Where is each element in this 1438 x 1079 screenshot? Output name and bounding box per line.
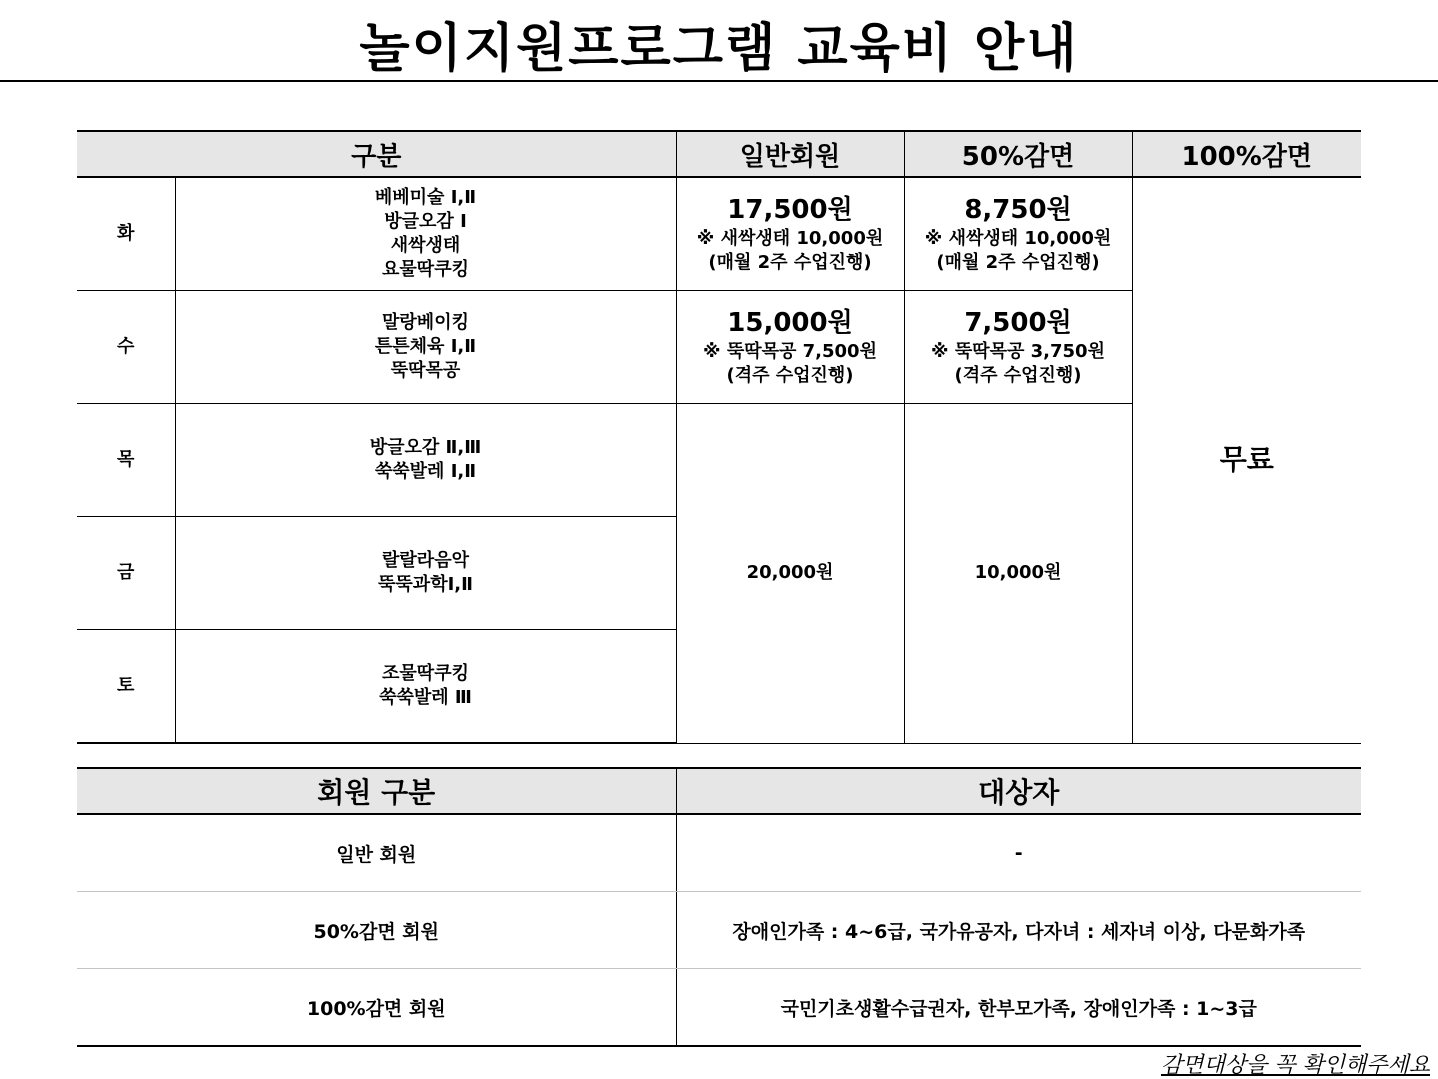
price-general bbox=[676, 291, 904, 404]
table-row bbox=[77, 969, 1361, 1047]
price-note: (매월 2주 수업진행) bbox=[708, 252, 872, 273]
price-amount: 7,500원 bbox=[964, 308, 1072, 338]
day-label: 목 bbox=[77, 404, 175, 517]
program-name: 새싹생태 bbox=[390, 235, 461, 256]
fee-table-header bbox=[77, 131, 1361, 177]
title-divider bbox=[0, 80, 1438, 82]
price-half-merged: 10,000원 bbox=[904, 404, 1132, 744]
price-general-merged: 20,000원 bbox=[676, 404, 904, 744]
program-name: 방글오감 Ⅰ bbox=[384, 211, 467, 232]
page-title: 놀이지원프로그램 교육비 안내 bbox=[359, 19, 1079, 79]
member-target: 장애인가족 : 4~6급, 국가유공자, 다자녀 : 세자녀 이상, 다문화가족 bbox=[676, 892, 1361, 969]
header-target: 대상자 bbox=[676, 768, 1361, 814]
program-list bbox=[175, 404, 676, 517]
program-name: 베베미술 Ⅰ,Ⅱ bbox=[374, 187, 477, 208]
member-target: - bbox=[676, 814, 1361, 892]
price-general bbox=[676, 177, 904, 291]
program-name: 뚝딱목공 bbox=[390, 360, 461, 381]
price-note: ※ 뚝딱목공 3,750원 bbox=[931, 341, 1105, 362]
price-half bbox=[904, 291, 1132, 404]
header-category: 구분 bbox=[77, 131, 676, 177]
member-type: 100%감면 회원 bbox=[77, 969, 676, 1047]
header-general: 일반회원 bbox=[676, 131, 904, 177]
day-label: 화 bbox=[77, 177, 175, 291]
member-type: 일반 회원 bbox=[77, 814, 676, 892]
price-amount: 8,750원 bbox=[964, 195, 1072, 225]
program-name: 쑥쑥발레 Ⅰ,Ⅱ bbox=[374, 461, 477, 482]
price-note: (격주 수업진행) bbox=[954, 365, 1082, 386]
program-name: 조물딱쿠킹 bbox=[382, 663, 469, 684]
program-list bbox=[175, 517, 676, 630]
price-note: ※ 새싹생태 10,000원 bbox=[696, 228, 884, 249]
member-table-header bbox=[77, 768, 1361, 814]
price-note: ※ 뚝딱목공 7,500원 bbox=[703, 341, 877, 362]
header-member-type: 회원 구분 bbox=[77, 768, 676, 814]
table-row bbox=[77, 177, 1361, 291]
program-name: 방글오감 Ⅱ,Ⅲ bbox=[369, 437, 482, 458]
price-amount: 15,000원 bbox=[727, 308, 853, 338]
member-type: 50%감면 회원 bbox=[77, 892, 676, 969]
day-label: 금 bbox=[77, 517, 175, 630]
member-table bbox=[77, 767, 1361, 1047]
program-list bbox=[175, 177, 676, 291]
header-half: 50%감면 bbox=[904, 131, 1132, 177]
price-note: (매월 2주 수업진행) bbox=[936, 252, 1100, 273]
day-label: 토 bbox=[77, 630, 175, 744]
program-list bbox=[175, 291, 676, 404]
price-amount: 17,500원 bbox=[727, 195, 853, 225]
fee-table bbox=[77, 130, 1361, 744]
program-name: 요물딱쿠킹 bbox=[382, 259, 469, 280]
program-name: 튼튼체육 Ⅰ,Ⅱ bbox=[374, 336, 477, 357]
table-row bbox=[77, 814, 1361, 892]
program-name: 말랑베이킹 bbox=[382, 312, 469, 333]
table-row bbox=[77, 892, 1361, 969]
member-target: 국민기초생활수급권자, 한부모가족, 장애인가족 : 1~3급 bbox=[676, 969, 1361, 1047]
header-full: 100%감면 bbox=[1132, 131, 1361, 177]
program-name: 쑥쑥발레 Ⅲ bbox=[379, 687, 472, 708]
price-free: 무료 bbox=[1132, 177, 1361, 743]
program-name: 랄랄라음악 bbox=[382, 550, 469, 571]
price-note: (격주 수업진행) bbox=[726, 365, 854, 386]
price-note: ※ 새싹생태 10,000원 bbox=[924, 228, 1112, 249]
price-half bbox=[904, 177, 1132, 291]
footnote: 감면대상을 꼭 확인해주세요 bbox=[1160, 1053, 1430, 1078]
program-list bbox=[175, 630, 676, 744]
program-name: 뚝뚝과학Ⅰ,Ⅱ bbox=[378, 574, 473, 595]
day-label: 수 bbox=[77, 291, 175, 404]
